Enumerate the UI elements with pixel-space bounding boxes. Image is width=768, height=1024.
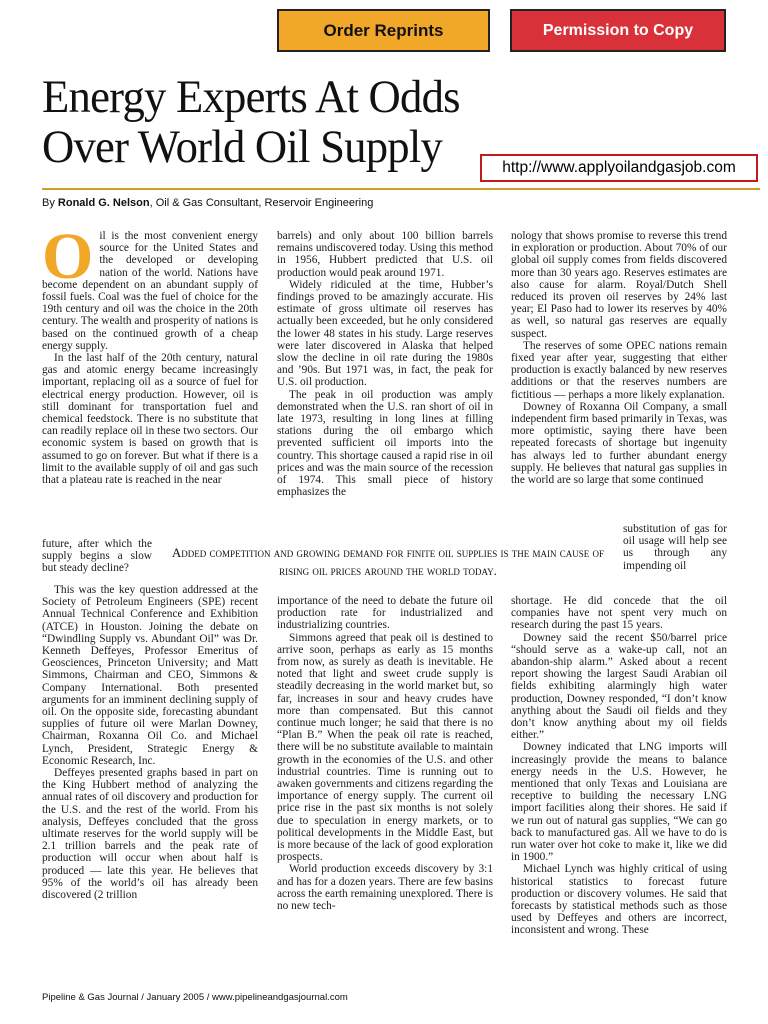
article-title: Energy Experts At Odds Over World Oil Supply <box>42 71 460 173</box>
paragraph: importance of the need to debate the future oil production rate for industrialized and industrializing countries. <box>277 595 493 632</box>
column-2-bottom <box>277 595 493 912</box>
paragraph: substitution of gas for oil usage will help see us through any impending oil <box>623 523 727 572</box>
drop-cap: O <box>42 220 94 293</box>
paragraph: shortage. He did concede that the oil companies have not spent very much on research during the past 15 years. <box>511 595 727 632</box>
paragraph: The reserves of some OPEC nations remain fixed year after year, suggesting that either production is exactly balanced by new reserves additions or that the reserves numbers are fictitious — perhaps a more likely explanation. <box>511 339 727 401</box>
column-3-wrap <box>623 523 727 572</box>
byline-prefix: By <box>42 197 58 209</box>
author-name: Ronald G. Nelson <box>57 197 150 209</box>
page-footer: Pipeline & Gas Journal / January 2005 / www.pipelineandgasjournal.com <box>42 992 348 1003</box>
paragraph-text: il is the most convenient energy source for the United States and the developed or developing nation of the world. Nations have become dependent on an abundant supply of fossil fuels. Coal was the fuel of choice for the 19th century and oil was the choice in the 20th century. The wealth and prosperity of nations is based on the continued growth of a cheap energy supply. <box>42 230 258 352</box>
paragraph: World production exceeds discovery by 3:1 and has for a dozen years. There are few basins across the earth remaining unexplored. There is no new tech- <box>277 863 493 913</box>
column-1-top <box>42 220 258 487</box>
paragraph: This was the key question addressed at the Society of Petroleum Engineers (SPE) recent Annual Technical Conference and Exhibition (ATCE) in Houston. Joining the debate on “Dwindling Supply vs. Abundant Oil” was Dr. Kenneth Deffeyes, Professor Emeritus of Geosciences, Princeton University; and Matt Simmons, Chairman and CEO, Simmons & Company International. Both presented arguments for an imminent declining supply of oil. On the opposite side, forecasting abundant supplies of future oil were Marlan Downey, Chairman, Roxanna Oil Co. and Michael Lynch, President, Strategic Energy & Economic Research, Inc. <box>42 584 258 767</box>
order-reprints-button[interactable]: Order Reprints <box>277 9 490 52</box>
byline <box>42 197 373 209</box>
column-3-bottom <box>511 595 727 937</box>
paragraph: In the last half of the 20th century, natural gas and atomic energy became increasingly important, replacing oil as a source of fuel for electrical energy production. However, oil is still dominant for transportation fuel and chemical feedstock. There is no substitute that can readily replace oil in these two sectors. Our economic system is based on growth that is assumed to go on forever. But what if there is a limit to the available supply of oil and gas such that a plateau rate is reached in the near <box>42 352 258 487</box>
paragraph <box>42 220 258 352</box>
paragraph: Downey of Roxanna Oil Company, a small independent firm based primarily in Texas, was more optimistic, saying there have been repeated forecasts of shortage but ingenuity has always led to further abundant energy supply. He believes that natural gas supplies in the world are so large that some continued <box>511 400 727 487</box>
column-3-top <box>511 230 727 486</box>
column-1-wrap <box>42 538 152 575</box>
paragraph: future, after which the supply begins a slow but steady decline? <box>42 538 152 575</box>
author-role: , Oil & Gas Consultant, Reservoir Engineering <box>149 197 374 209</box>
paragraph: nology that shows promise to reverse this trend in exploration or production. About 70% of our global oil supply comes from fields discovered more than 30 years ago. Reserves estimates are also cause for alarm. Royal/Dutch Shell reduced its proven oil reserves by 24% last year; El Paso had to lower its reserves by 40% as well, so natural gas reserves are equally suspect. <box>511 230 727 340</box>
permission-to-copy-button[interactable]: Permission to Copy <box>510 9 726 52</box>
column-1-bottom <box>42 584 258 901</box>
paragraph: Widely ridiculed at the time, Hubber’s findings proved to be amazingly accurate. His estimate of gross ultimate oil reserves has actually been exceeded, but he only considered the lower 48 states in his study. Large reserves were later discovered in Alaska that helped slow the decline in oil rate during the 1980s and ’90s. But 1971 was, in fact, the peak for U.S. oil production. <box>277 278 493 389</box>
paragraph: Michael Lynch was highly critical of using historical statistics to forecast future production or discovery volumes. He said that forecasts by statistical methods such as those used by Deffeyes and others are incorrect, inconsistent and wrong. These <box>511 863 727 937</box>
paragraph: Downey said the recent $50/barrel price “should serve as a wake-up call, not an abandon-ship alarm.” Asked about a recent report showing the largest Saudi Arabian oil fields exhibiting alarmingly high water production, Downey responded, “I don’t know anything about the Saudi oil fields and they don’t know anything about my oil fields either.” <box>511 631 727 742</box>
paragraph: Simmons agreed that peak oil is destined to arrive soon, perhaps as early as 15 months from now, as surely as death is inevitable. He noted that light and sweet crude supply is steadily decreasing in the world market but, so far, increases in sour and heavy crudes have more than compensated. But this cannot continue much longer; he said that there is no “Plan B.” When the peak oil rate is reached, there will be no substitute available to maintain growth in the economies of the U.S. and other industrial countries. Time is running out to awaken governments and citizens regarding the importance of energy supply. The current oil price rise in the past six months is not solely due to speculation in energy markets, or to political developments in the Middle East, but is more because of the lack of good exploration prospects. <box>277 631 493 864</box>
title-divider <box>42 188 760 190</box>
column-2-top <box>277 230 493 498</box>
paragraph: barrels) and only about 100 billion barrels remains undiscovered today. Using this method in 1956, Hubbert predicted that U.S. oil production would peak around 1971. <box>277 230 493 279</box>
paragraph: Downey indicated that LNG imports will increasingly provide the means to balance energy needs in the U.S. However, he mentioned that only Texas and Louisiana are receptive to building the necessary LNG import facilities along their shores. He said if we run out of natural gas supplies, “We can go back to manufactured gas. All we have to do is run water over hot coke to make it, like we did in 1900.” <box>511 741 727 864</box>
paragraph: Deffeyes presented graphs based in part on the King Hubbert method of analyzing the annual rates of oil discovery and production for the U.S. and the rest of the world. From his analysis, Deffeyes concluded that the gross ultimate reserves for the world supply will be 2.1 trillion barrels and the peak rate of production will occur when about half is produced — late this year. He believes that 95% of the world’s oil has already been discovered (2 trillion <box>42 767 258 902</box>
pull-quote: Added competition and growing demand for finite oil supplies is the main cause of rising oil prices around the world today. <box>171 545 605 578</box>
job-site-link[interactable]: http://www.applyoilandgasjob.com <box>480 154 758 182</box>
paragraph: The peak in oil production was amply demonstrated when the U.S. ran short of oil in late 1973, resulting in long lines at filling stations during the oil embargo which prevented sufficient oil imports into the country. This shortage caused a rapid rise in oil prices and was the main source of the recession of 1974. This small piece of history emphasizes the <box>277 388 493 499</box>
